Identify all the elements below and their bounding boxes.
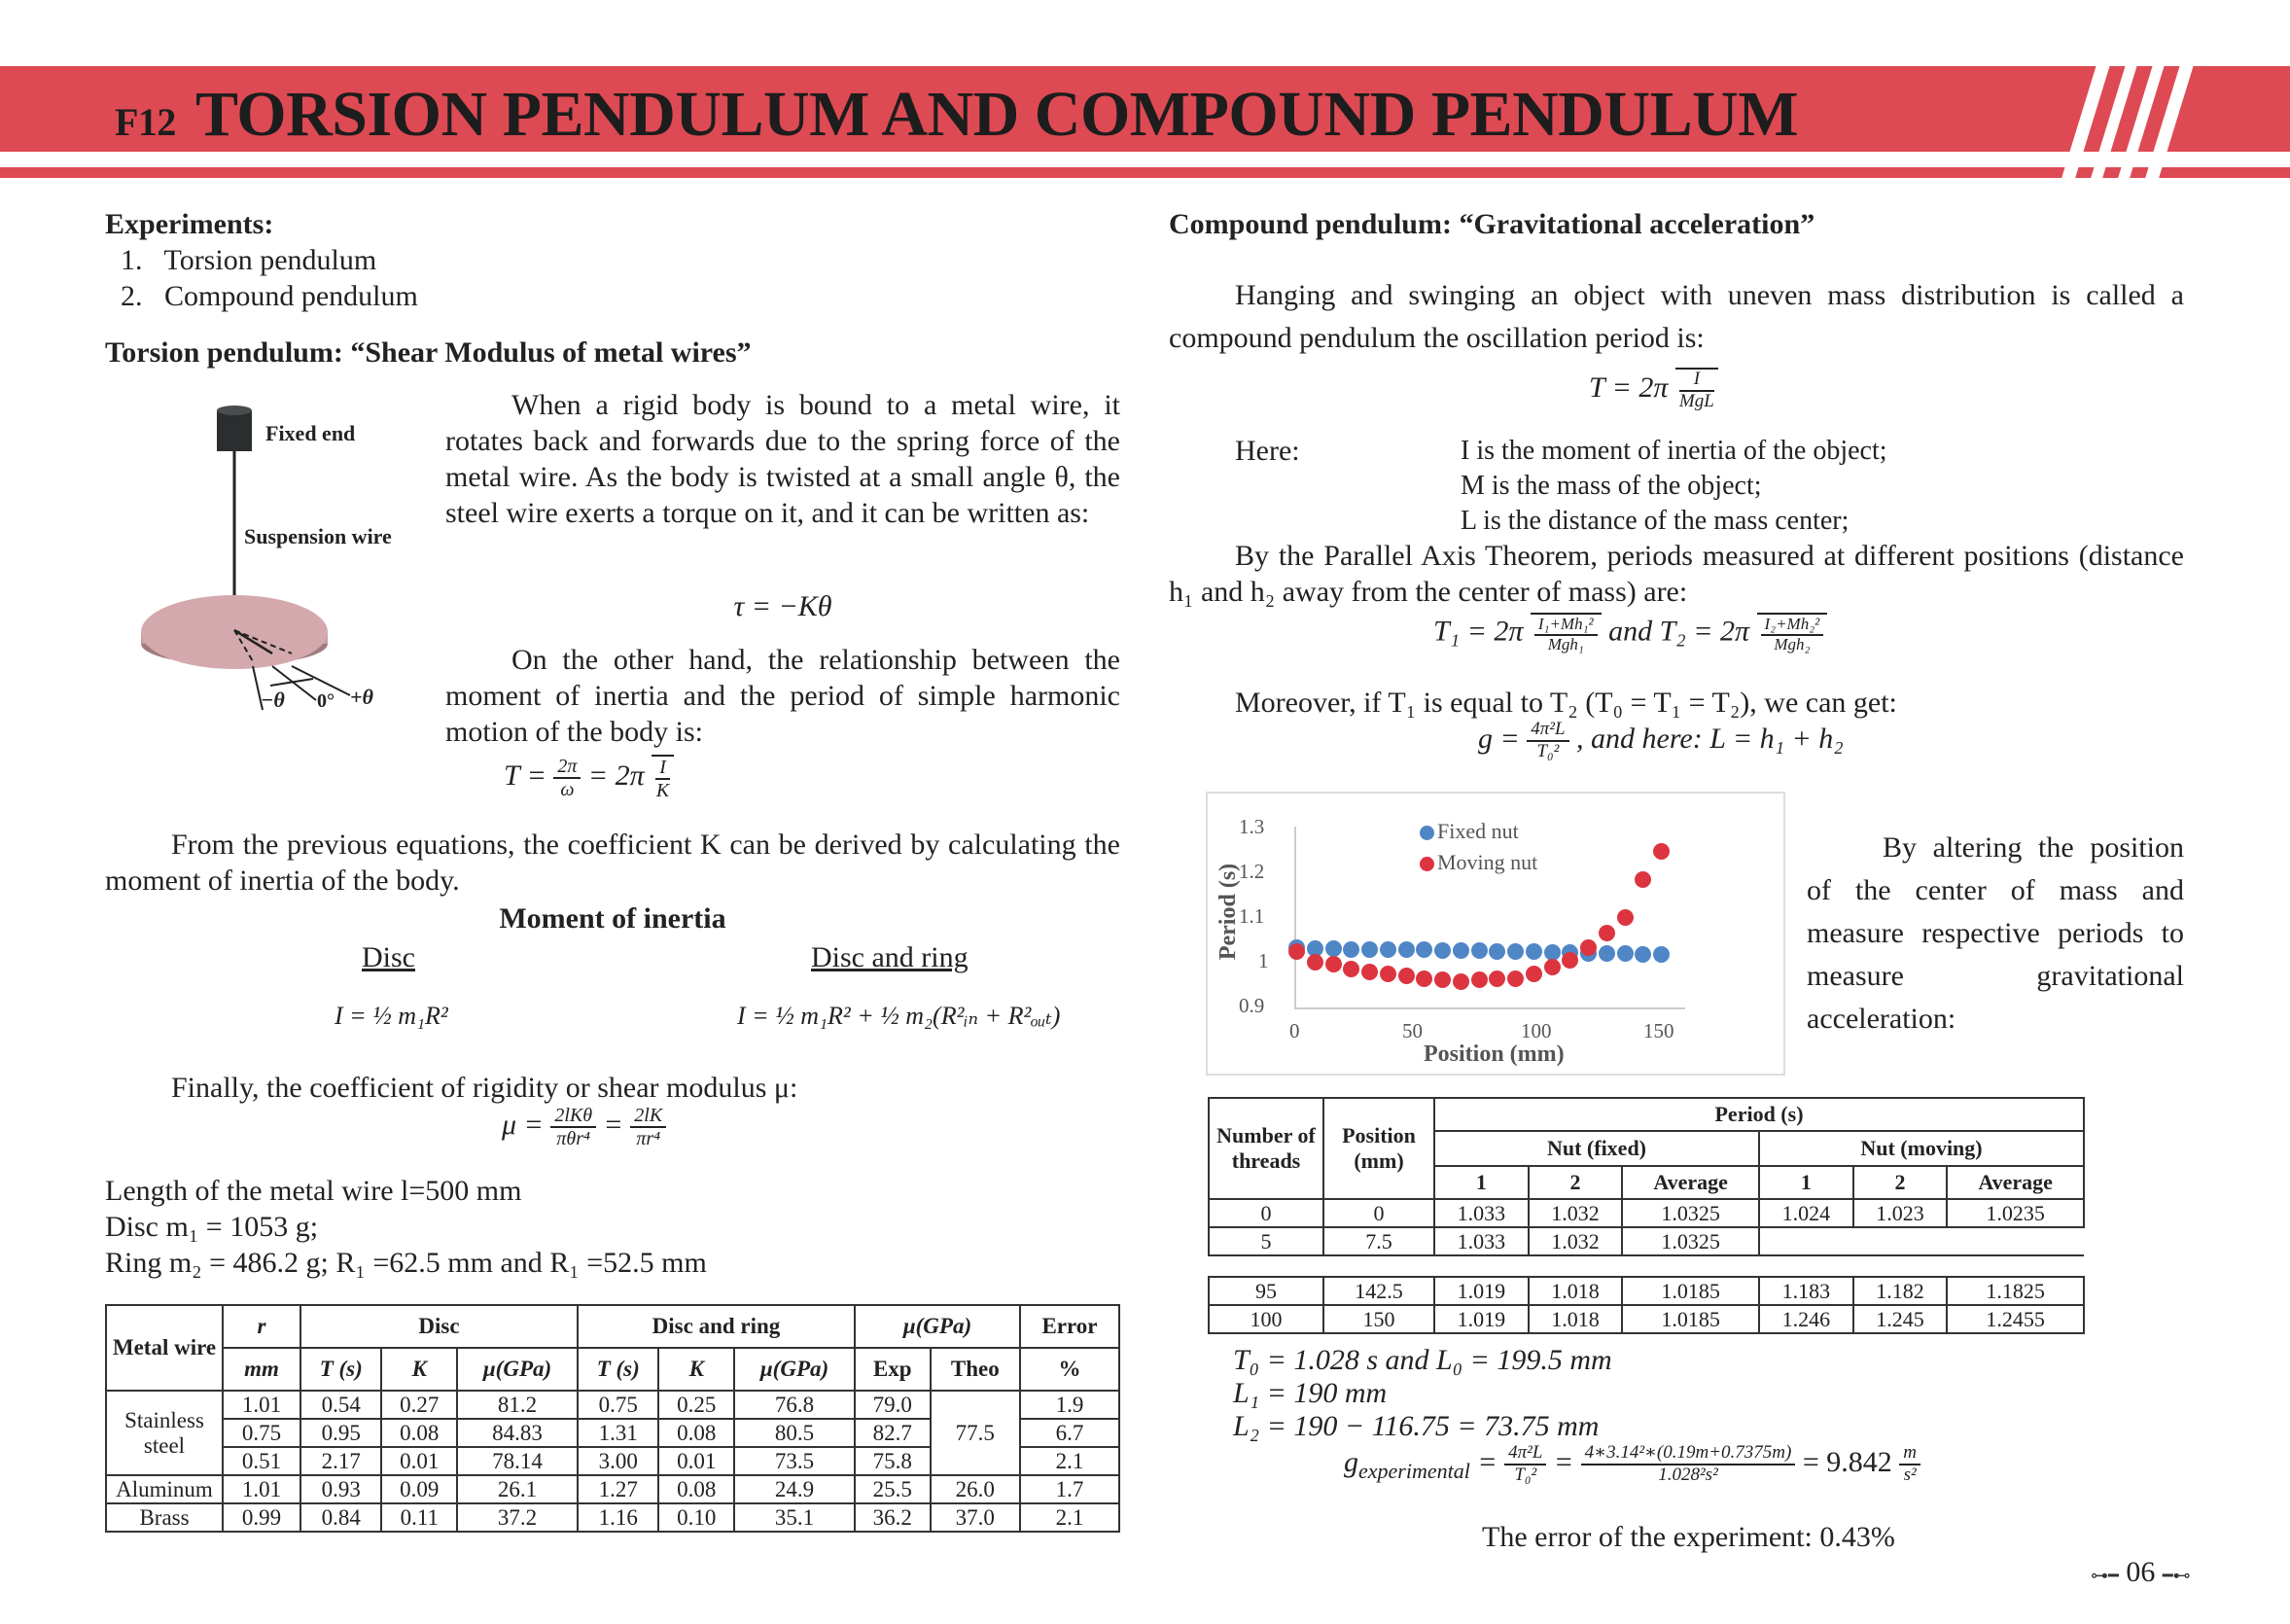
x-tick: 0 [1289, 1019, 1300, 1042]
legend-label: Moving nut [1437, 850, 1538, 874]
cell: 26.1 [457, 1475, 578, 1503]
cell: 0.09 [381, 1475, 457, 1503]
col-sub: Average [1947, 1166, 2084, 1199]
data-point [1380, 941, 1396, 958]
x-tick: 150 [1643, 1019, 1674, 1042]
table-row [106, 1475, 1119, 1503]
torque-equation: τ = −Kθ [733, 590, 832, 622]
torsion-results-table [105, 1304, 1120, 1533]
eq-mid: = 2π [587, 759, 645, 792]
cell-metal: Stainless steel [106, 1391, 223, 1475]
denominator: Mgh₁ [1547, 635, 1584, 654]
data-point [1307, 954, 1323, 971]
zero-degree-label: 0° [317, 690, 335, 712]
experiment-error: The error of the experiment: 0.43% [1482, 1521, 1895, 1553]
data-point [1325, 940, 1342, 957]
table-row [1209, 1199, 2084, 1227]
denominator: T₀² [1514, 1464, 1537, 1485]
numerator: 2lKθ [550, 1105, 596, 1128]
col-r: r [223, 1305, 300, 1348]
ring-params: Ring m₂ = 486.2 g; R₁ =62.5 mm and R₁ =52.5 mm [105, 1247, 707, 1279]
cell: 1.1825 [1947, 1277, 2084, 1305]
col-sub: 1 [1434, 1166, 1529, 1199]
cell: 1.01 [223, 1391, 300, 1419]
here-item-3: L is the distance of the mass center; [1461, 506, 1850, 536]
numerator: I₂+Mh₂² [1761, 616, 1824, 636]
data-point [1453, 942, 1469, 959]
cell: 1.01 [223, 1475, 300, 1503]
experiments-heading: Experiments: [105, 208, 274, 240]
cell: 81.2 [457, 1391, 578, 1419]
cell: 0.95 [300, 1419, 381, 1447]
table-row [1209, 1305, 2084, 1333]
t1-t2-equation [1433, 613, 1827, 654]
col-ring-T: T (s) [578, 1348, 658, 1391]
legend-moving-nut [1420, 850, 1537, 875]
g-equation [1478, 720, 1844, 762]
table-break [1209, 1255, 2084, 1277]
cell-theo: 37.0 [931, 1503, 1020, 1532]
disc-ring-inertia-equation: I = ½ m₁R² + ½ m₂(R²ᵢₙ + R²ₒᵤₜ) [737, 1002, 1061, 1030]
cell: 37.2 [457, 1503, 578, 1532]
col-threads: Number of threads [1209, 1098, 1323, 1199]
fraction [1534, 616, 1598, 653]
data-point [1489, 971, 1505, 987]
cell: 1.0185 [1622, 1277, 1759, 1305]
cell: 1.245 [1853, 1305, 1948, 1333]
data-point [1398, 968, 1415, 984]
data-point [1544, 959, 1561, 975]
cell: 1.033 [1434, 1199, 1529, 1227]
cell: 3.00 [578, 1447, 658, 1475]
cell-theo: 77.5 [931, 1391, 1020, 1475]
col-position: Position (mm) [1323, 1098, 1434, 1199]
shear-modulus-equation [502, 1105, 666, 1149]
numerator: 4π²L [1527, 720, 1568, 742]
col-nut-fixed: Nut (fixed) [1434, 1131, 1759, 1166]
suspension-wire-label: Suspension wire [244, 524, 392, 548]
data-point [1343, 941, 1359, 958]
cell [1853, 1227, 1948, 1255]
minus-theta-label: −θ [261, 688, 285, 712]
numerator: I [1679, 370, 1714, 392]
cell: 1.31 [578, 1419, 658, 1447]
period-position-chart [1206, 792, 1785, 1076]
wheat-right-icon: ━⊷ [2162, 1566, 2191, 1585]
col-disc-ring: Disc and ring [578, 1305, 855, 1348]
g-symbol: g [1344, 1445, 1358, 1478]
data-point [1380, 966, 1396, 982]
here-label: Here: [1235, 435, 1300, 467]
cell [1759, 1227, 1853, 1255]
cell: 95 [1209, 1277, 1323, 1305]
wheat-left-icon: ⊶━ [2091, 1566, 2119, 1585]
cell-metal: Brass [106, 1503, 223, 1532]
cell: 1.024 [1759, 1199, 1853, 1227]
col-sub: 2 [1529, 1166, 1623, 1199]
cell: 1.246 [1759, 1305, 1853, 1333]
fraction [1679, 370, 1714, 412]
disc-inertia-equation: I = ½ m₁R² [335, 1002, 448, 1030]
numerator: 4∗3.14²∗(0.19m+0.7375m) [1581, 1443, 1796, 1465]
eq-lhs: T = 2π [1589, 371, 1669, 404]
y-tick: 1 [1258, 949, 1269, 972]
data-point [1562, 952, 1578, 969]
cell: 75.8 [855, 1447, 931, 1475]
cell: 0.75 [578, 1391, 658, 1419]
data-point [1580, 939, 1597, 956]
table-row [1209, 1227, 2084, 1255]
g-experimental-equation: $g_{experimental}$ = $\frac{\text{4π²L}}{\text{T₀²}}$ = $\frac{\text{4∗3.14²∗(0.19m+0.7375m)}}{\text{1.028²s²}}$ = 9.842 $\frac{m}{\text{s²}}$ [1344, 1443, 1920, 1489]
data-point [1471, 971, 1488, 988]
x-tick: 50 [1402, 1019, 1423, 1042]
denominator: 1.028²s² [1658, 1464, 1718, 1485]
data-point [1599, 925, 1615, 941]
numerator: I [655, 757, 670, 780]
eq-sign: = [603, 1108, 623, 1141]
torsion-intro-paragraph: When a rigid body is bound to a metal wire, it rotates back and forwards due to the spring force of the metal wire. As the body is twisted at a small angle θ, the steel wire exerts a torque on it, and it can be written as: [445, 389, 1120, 529]
cell: 25.5 [855, 1475, 931, 1503]
cell: 0.08 [381, 1419, 457, 1447]
page-number [2091, 1556, 2191, 1589]
cell-error: 1.7 [1020, 1475, 1119, 1503]
cell-theo: 26.0 [931, 1475, 1020, 1503]
result-l1: L₁ = 190 mm [1233, 1377, 1388, 1409]
numerator: I₁+Mh₁² [1534, 616, 1598, 636]
sqrt [652, 755, 674, 801]
col-sub: 1 [1759, 1166, 1853, 1199]
cell-error: 2.1 [1020, 1503, 1119, 1532]
fraction [553, 756, 581, 800]
sqrt [1675, 368, 1718, 412]
numerator: 2lK [630, 1105, 666, 1128]
data-point [1361, 941, 1378, 958]
cell: 0.01 [658, 1447, 734, 1475]
cell: 1.018 [1529, 1305, 1623, 1333]
cell: 35.1 [734, 1503, 855, 1532]
torsion-heading: Torsion pendulum: “Shear Modulus of metal wires” [105, 336, 752, 369]
numerator: 4π²L [1504, 1443, 1546, 1465]
unit-fraction [1899, 1443, 1920, 1486]
fraction [550, 1105, 596, 1149]
cell: 0.08 [658, 1475, 734, 1503]
data-point [1325, 956, 1342, 972]
cell: 1.019 [1434, 1277, 1529, 1305]
wire-length-param: Length of the metal wire l=500 mm [105, 1175, 522, 1207]
denominator: K [655, 780, 670, 801]
cell-error: 1.9 [1020, 1391, 1119, 1419]
cell: 78.14 [457, 1447, 578, 1475]
data-point [1653, 946, 1670, 963]
y-tick: 0.9 [1239, 994, 1265, 1017]
cell: 36.2 [855, 1503, 931, 1532]
sqrt [1531, 613, 1602, 654]
cell: 1.0185 [1622, 1305, 1759, 1333]
cell: 1.16 [578, 1503, 658, 1532]
cell: 1.032 [1529, 1227, 1623, 1255]
table-row [1209, 1277, 2084, 1305]
col-ring-K: K [658, 1348, 734, 1391]
period-equation [504, 755, 674, 801]
table-row [106, 1391, 1119, 1419]
here-item-1: I is the moment of inertia of the object; [1461, 436, 1887, 466]
result-l2: L₂ = 190 − 116.75 = 73.75 mm [1233, 1410, 1600, 1442]
experiment-item-2: 2. Compound pendulum [121, 280, 418, 312]
header-underline [0, 167, 2290, 178]
cell: 100 [1209, 1305, 1323, 1333]
chapter-code: F12 [115, 100, 176, 144]
compound-period-equation [1589, 368, 1718, 412]
data-point [1617, 945, 1634, 962]
cell: 0.11 [381, 1503, 457, 1532]
denominator: Mgh₂ [1774, 635, 1811, 654]
col-disc-K: K [381, 1348, 457, 1391]
cell: 1.0325 [1622, 1199, 1759, 1227]
denominator: ω [560, 779, 575, 800]
disc-mass-param: Disc m₁ = 1053 g; [105, 1211, 319, 1243]
eq-rest: , and here: L = h₁ + h₂ [1576, 722, 1844, 755]
period-measurement-table [1208, 1097, 2085, 1334]
cell: 0.93 [300, 1475, 381, 1503]
fraction [1581, 1443, 1796, 1486]
cell: 1.27 [578, 1475, 658, 1503]
break-gap [1209, 1255, 2084, 1277]
col-disc-mu: μ(GPa) [457, 1348, 578, 1391]
col-sub: 2 [1853, 1166, 1948, 1199]
sqrt [1757, 613, 1828, 654]
data-point [1507, 943, 1524, 960]
cell: 76.8 [734, 1391, 855, 1419]
col-period: Period (s) [1434, 1098, 2084, 1131]
title-text: TORSION PENDULUM AND COMPOUND PENDULUM [194, 79, 1799, 150]
data-point [1434, 971, 1451, 988]
cell-metal: Aluminum [106, 1475, 223, 1503]
col-ring-mu: μ(GPa) [734, 1348, 855, 1391]
y-tick: 1.1 [1239, 904, 1265, 928]
denominator: πr⁴ [636, 1128, 661, 1149]
col-disc-T: T (s) [300, 1348, 381, 1391]
data-point [1471, 942, 1488, 959]
page-number-text: 06 [2126, 1556, 2156, 1588]
cell: 5 [1209, 1227, 1323, 1255]
cell: 0.51 [223, 1447, 300, 1475]
data-point [1453, 973, 1469, 990]
coefficient-paragraph: From the previous equations, the coefficient K can be derived by calculating the moment of inertia of the body. [105, 829, 1120, 897]
cell: 150 [1323, 1305, 1434, 1333]
cell: 1.182 [1853, 1277, 1948, 1305]
col-r-unit: mm [223, 1348, 300, 1391]
cell: 1.183 [1759, 1277, 1853, 1305]
numerator: 2π [553, 756, 581, 779]
data-point [1599, 945, 1615, 962]
cell: 79.0 [855, 1391, 931, 1419]
cell: 24.9 [734, 1475, 855, 1503]
cell: 0.27 [381, 1391, 457, 1419]
legend-label: Fixed nut [1437, 819, 1519, 843]
cell [1947, 1227, 2084, 1255]
data-point [1635, 946, 1651, 963]
denominator: MgL [1678, 390, 1714, 411]
col-exp: Exp [855, 1348, 931, 1391]
data-point [1526, 943, 1542, 960]
g-value: = 9.842 [1802, 1445, 1892, 1478]
cell: 1.0325 [1622, 1227, 1759, 1255]
cell: 2.17 [300, 1447, 381, 1475]
cell: 1.019 [1434, 1305, 1529, 1333]
legend-fixed-nut [1420, 819, 1519, 844]
shear-modulus-paragraph: Finally, the coefficient of rigidity or shear modulus μ: [171, 1072, 798, 1104]
col-error: Error [1020, 1305, 1119, 1348]
data-point [1653, 843, 1670, 860]
altering-position-paragraph: By altering the position of the center of mass and measure respective periods to measure gravitational acceleration: [1807, 831, 2184, 1035]
disc-label: Disc [362, 941, 415, 973]
disc-ring-label: Disc and ring [811, 941, 969, 973]
col-disc: Disc [300, 1305, 578, 1348]
cell: 0.54 [300, 1391, 381, 1419]
fraction [1761, 616, 1824, 653]
fraction [1504, 1443, 1546, 1486]
data-point [1507, 971, 1524, 987]
result-t0-l0: T₀ = 1.028 s and L₀ = 199.5 mm [1233, 1344, 1612, 1376]
cell: 0.75 [223, 1419, 300, 1447]
moment-of-inertia-heading: Moment of inertia [499, 902, 726, 935]
col-nut-moving: Nut (moving) [1759, 1131, 2084, 1166]
cell: 1.2455 [1947, 1305, 2084, 1333]
compound-heading: Compound pendulum: “Gravitational acceleration” [1169, 208, 1815, 240]
denominator: πθr⁴ [556, 1128, 590, 1149]
cell: 142.5 [1323, 1277, 1434, 1305]
cell: 0.99 [223, 1503, 300, 1532]
eq-lhs: g = [1478, 722, 1520, 755]
cell: 73.5 [734, 1447, 855, 1475]
col-sub: Average [1622, 1166, 1759, 1199]
col-mu: μ(GPa) [855, 1305, 1020, 1348]
fixed-end-label: Fixed end [265, 421, 356, 445]
cell: 7.5 [1323, 1227, 1434, 1255]
data-point [1434, 942, 1451, 959]
denominator: T₀² [1536, 740, 1560, 761]
parallel-axis-paragraph: By the Parallel Axis Theorem, periods measured at different positions (distance h₁ and h₂ away from the center of mass) are: [1169, 540, 2184, 608]
stripes-decoration [2061, 58, 2290, 185]
g-subscript: experimental [1358, 1458, 1470, 1483]
eq-lhs: T = [504, 759, 546, 792]
data-point [1398, 941, 1415, 958]
cell-error: 6.7 [1020, 1419, 1119, 1447]
data-point [1361, 964, 1378, 980]
y-tick: 1.3 [1239, 815, 1265, 838]
col-theo: Theo [931, 1348, 1020, 1391]
cell: 84.83 [457, 1419, 578, 1447]
numerator: m [1899, 1443, 1920, 1465]
y-axis-label: Period (s) [1215, 863, 1242, 961]
cell: 1.018 [1529, 1277, 1623, 1305]
table-row [106, 1503, 1119, 1532]
data-point [1416, 941, 1432, 958]
fraction [655, 757, 670, 801]
fraction [1527, 720, 1568, 762]
cell-error: 2.1 [1020, 1447, 1119, 1475]
data-point [1526, 966, 1542, 982]
eq-t2: and T₂ = 2π [1608, 615, 1749, 648]
cell: 0 [1323, 1199, 1434, 1227]
cell: 0 [1209, 1199, 1323, 1227]
x-tick: 100 [1521, 1019, 1552, 1042]
here-item-2: M is the mass of the object; [1461, 471, 1762, 501]
col-error-unit: % [1020, 1348, 1119, 1391]
legend-marker [1420, 826, 1434, 840]
denominator: s² [1903, 1464, 1917, 1485]
data-point [1617, 909, 1634, 926]
data-point [1343, 961, 1359, 977]
cell: 1.023 [1853, 1199, 1948, 1227]
legend-marker [1420, 857, 1434, 871]
fraction [630, 1105, 666, 1149]
data-point [1489, 943, 1505, 960]
cell: 1.032 [1529, 1199, 1623, 1227]
moreover-paragraph: Moreover, if T₁ is equal to T₂ (T₀ = T₁ = T₂), we can get: [1235, 687, 1897, 719]
data-point [1635, 871, 1651, 888]
cell: 1.0235 [1947, 1199, 2084, 1227]
y-tick: 1.2 [1239, 860, 1265, 883]
page-title [115, 76, 1798, 161]
data-point [1288, 943, 1305, 960]
cell: 80.5 [734, 1419, 855, 1447]
cell: 0.84 [300, 1503, 381, 1532]
cell: 82.7 [855, 1419, 931, 1447]
inertia-period-paragraph: On the other hand, the relationship between the moment of inertia and the period of simple harmonic motion of the body is: [445, 644, 1120, 748]
compound-intro-paragraph: Hanging and swinging an object with uneven mass distribution is called a compound pendulum the oscillation period is: [1169, 279, 2184, 354]
col-metal-wire: Metal wire [106, 1305, 223, 1391]
cell: 0.25 [658, 1391, 734, 1419]
experiment-item-1: 1. Torsion pendulum [121, 244, 377, 276]
cell: 1.033 [1434, 1227, 1529, 1255]
cell: 0.01 [381, 1447, 457, 1475]
x-axis-label: Position (mm) [1424, 1041, 1565, 1067]
eq-t1: T₁ = 2π [1433, 615, 1524, 648]
eq-lhs: μ = [502, 1108, 544, 1141]
data-point [1416, 971, 1432, 987]
plus-theta-label: +θ [350, 685, 373, 709]
cell: 0.08 [658, 1419, 734, 1447]
cell: 0.10 [658, 1503, 734, 1532]
